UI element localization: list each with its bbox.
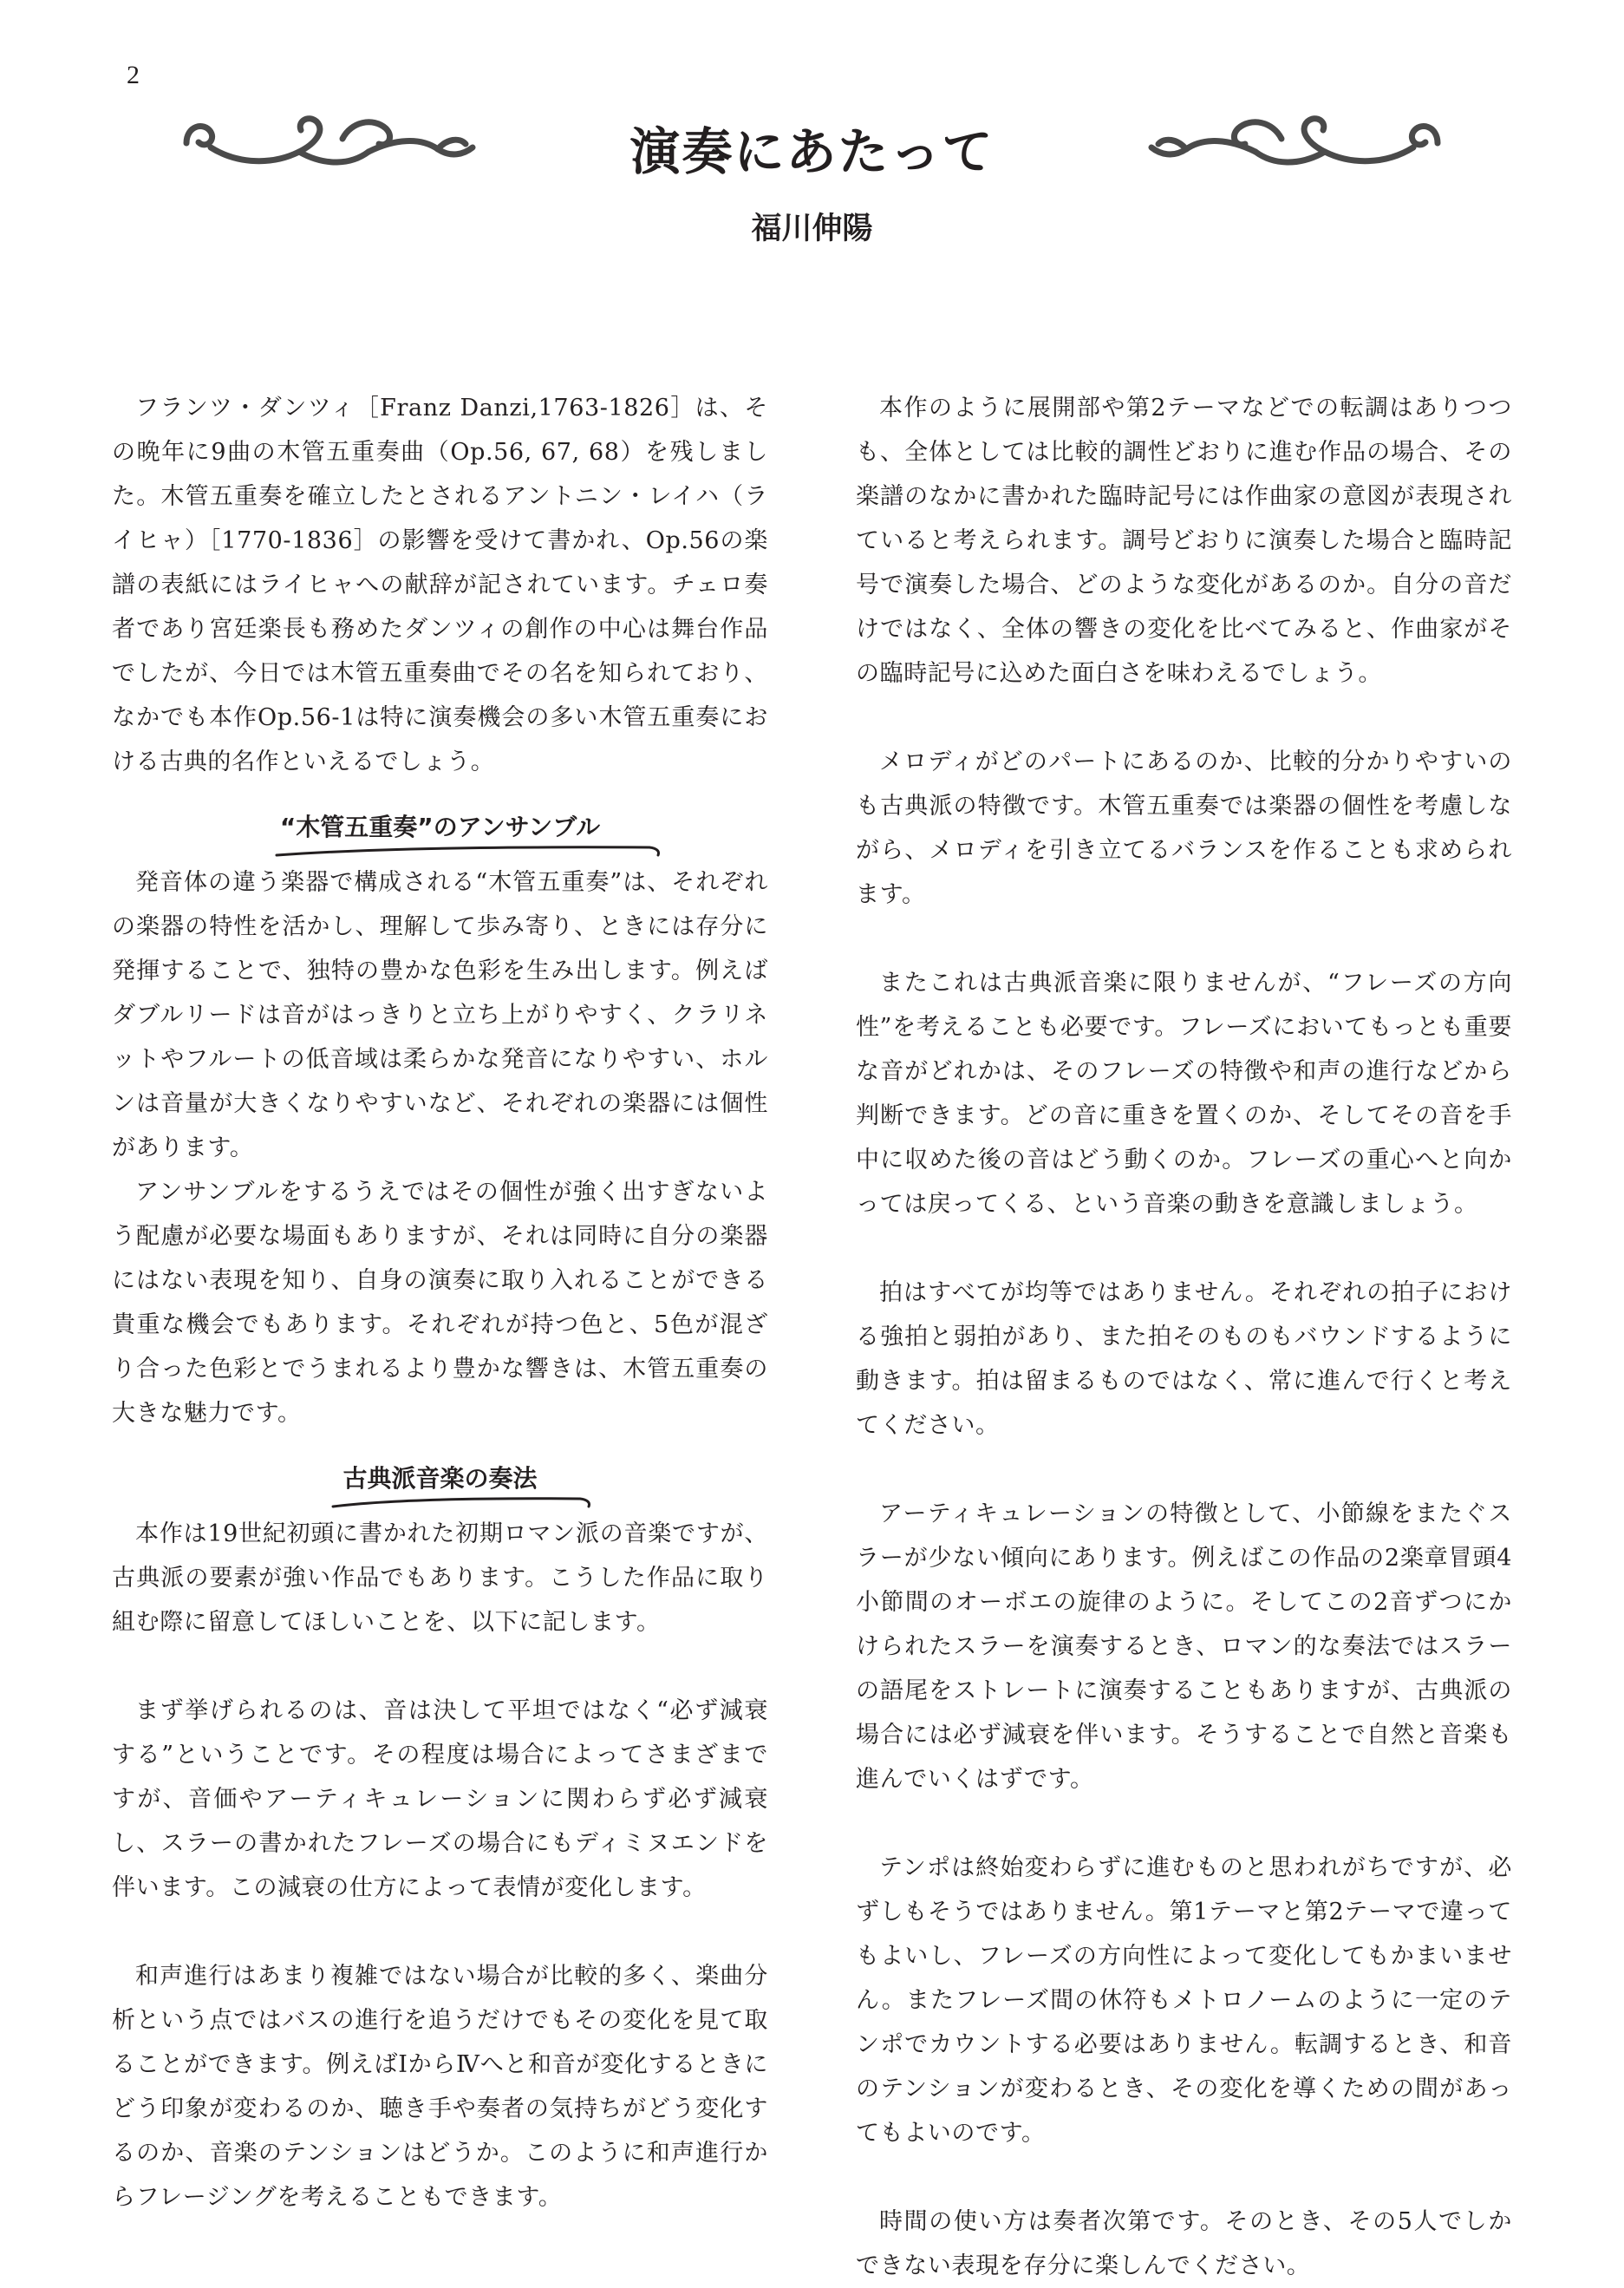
- classical-paragraph-1: 本作は19世紀初頭に書かれた初期ロマン派の音楽ですが、古典派の要素が強い作品でもあります。こうした作品に取り組む際に留意してほしいことを、以下に記します。: [112, 1520, 768, 1636]
- ensemble-paragraph-2: アンサンブルをするうえではその個性が強く出すぎないよう配慮が必要な場面もありますが、それは同時に自分の楽器にはない表現を知り、自身の演奏に取り入れることができる貴重な機会でもあります。それぞれが持つ色と、5色が混ざり合った色彩とでうまれるより豊かな響きは、木管五重奏の大きな魅力です。: [112, 1179, 768, 1427]
- classical-paragraph-2: まず挙げられるのは、音は決して平坦ではなく“必ず減衰する”ということです。その程度は場合によってさまざまですが、音価やアーティキュレーションに関わらず必ず減衰し、スラーの書かれたフレーズの場合にもディミヌエンドを伴います。この減衰の仕方によって表情が変化します。: [112, 1697, 768, 1901]
- right-paragraph-5: アーティキュレーションの特徴として、小節線をまたぐスラーが少ない傾向にあります。例えばこの作品の2楽章冒頭4小節間のオーボエの旋律のように。そしてこの2音ずつにかけられたスラーを演奏するとき、ロマン的な奏法ではスラーの語尾をストレートに演奏することもありますが、古典派の場合には必ず減衰を伴います。そうすることで自然と音楽も進んでいくはずです。: [856, 1500, 1512, 1793]
- author-name: 福川伸陽: [751, 212, 873, 246]
- section-heading-ensemble-text: “木管五重奏”のアンサンブル: [279, 813, 601, 841]
- heading-underline-swash: [112, 843, 768, 860]
- classical-paragraph-3: 和声進行はあまり複雑ではない場合が比較的多く、楽曲分析という点ではバスの進行を追うだけでもその変化を見て取ることができます。例えばⅠからⅣへと和音が変化するときにどう印象が変わるのか、聴き手や奏者の気持ちがどう変化するのか、音楽のテンションはどうか。このように和声進行からフレージングを考えることもできます。: [112, 1963, 768, 2211]
- left-column: [112, 386, 768, 2219]
- right-paragraph-1: 本作のように展開部や第2テーマなどでの転調はありつつも、全体としては比較的調性どおりに進む作品の場合、その楽譜のなかに書かれた臨時記号には作曲家の意図が表現されていると考えられます。調号どおりに演奏した場合と臨時記号で演奏した場合、どのような変化があるのか。自分の音だけではなく、全体の響きの変化を比べてみると、作曲家がその臨時記号に込めた面白さを味わえるでしょう。: [856, 395, 1512, 687]
- right-column: [856, 386, 1512, 2288]
- right-paragraph-6: テンポは終始変わらずに進むものと思われがちですが、必ずしもそうではありません。第1テーマと第2テーマで違ってもよいし、フレーズの方向性によって変化してもかまいません。またフレーズ間の休符もメトロノームのように一定のテンポでカウントする必要はありません。転調するとき、和音のテンションが変わるとき、その変化を導くための間があってもよいのです。: [856, 1854, 1512, 2147]
- right-paragraph-2: メロディがどのパートにあるのか、比較的分かりやすいのも古典派の特徴です。木管五重奏では楽器の個性を考慮しながら、メロディを引き立てるバランスを作ることも求められます。: [856, 749, 1512, 908]
- page-number: 2: [127, 61, 140, 89]
- page-title: 演奏にあたって: [629, 122, 995, 181]
- heading-underline-swash: [112, 1494, 768, 1512]
- right-paragraph-4: 拍はすべてが均等ではありません。それぞれの拍子における強拍と弱拍があり、また拍そのものもバウンドするように動きます。拍は留まるものではなく、常に進んで行くと考えてください。: [856, 1279, 1512, 1439]
- section-heading-ensemble: [112, 801, 768, 860]
- section-heading-classical-text: 古典派音楽の奏法: [342, 1464, 538, 1493]
- intro-paragraph: フランツ・ダンツィ［Franz Danzi,1763-1826］は、その晩年に9曲の木管五重奏曲（Op.56, 67, 68）を残しました。木管五重奏を確立したとされるアントニン・レイハ（ライヒャ）［1770-1836］の影響を受けて書かれ、Op.56の楽譜の表紙にはライヒャへの献辞が記されています。チェロ奏者であり宮廷楽長も務めたダンツィの創作の中心は舞台作品でしたが、今日では木管五重奏曲でその名を知られており、なかでも本作Op.56-1は特に演奏機会の多い木管五重奏における古典的名作といえるでしょう。: [112, 395, 768, 775]
- right-paragraph-7: 時間の使い方は奏者次第です。そのとき、その5人でしかできない表現を存分に楽しんでください。: [856, 2208, 1512, 2279]
- ensemble-paragraph-1: 発音体の違う楽器で構成される“木管五重奏”は、それぞれの楽器の特性を活かし、理解して歩み寄り、ときには存分に発揮することで、独特の豊かな色彩を生み出します。例えばダブルリードは音がはっきりと立ち上がりやすく、クラリネットやフルートの低音域は柔らかな発音になりやすい、ホルンは音量が大きくなりやすいなど、それぞれの楽器には個性があります。: [112, 869, 768, 1161]
- right-paragraph-3: またこれは古典派音楽に限りませんが、“フレーズの方向性”を考えることも必要です。フレーズにおいてもっとも重要な音がどれかは、そのフレーズの特徴や和声の進行などから判断できます。どの音に重きを置くのか、そしてその音を手中に収めた後の音はどう動くのか。フレーズの重心へと向かっては戻ってくる、という音楽の動きを意識しましょう。: [856, 970, 1512, 1218]
- section-heading-classical: [112, 1453, 768, 1512]
